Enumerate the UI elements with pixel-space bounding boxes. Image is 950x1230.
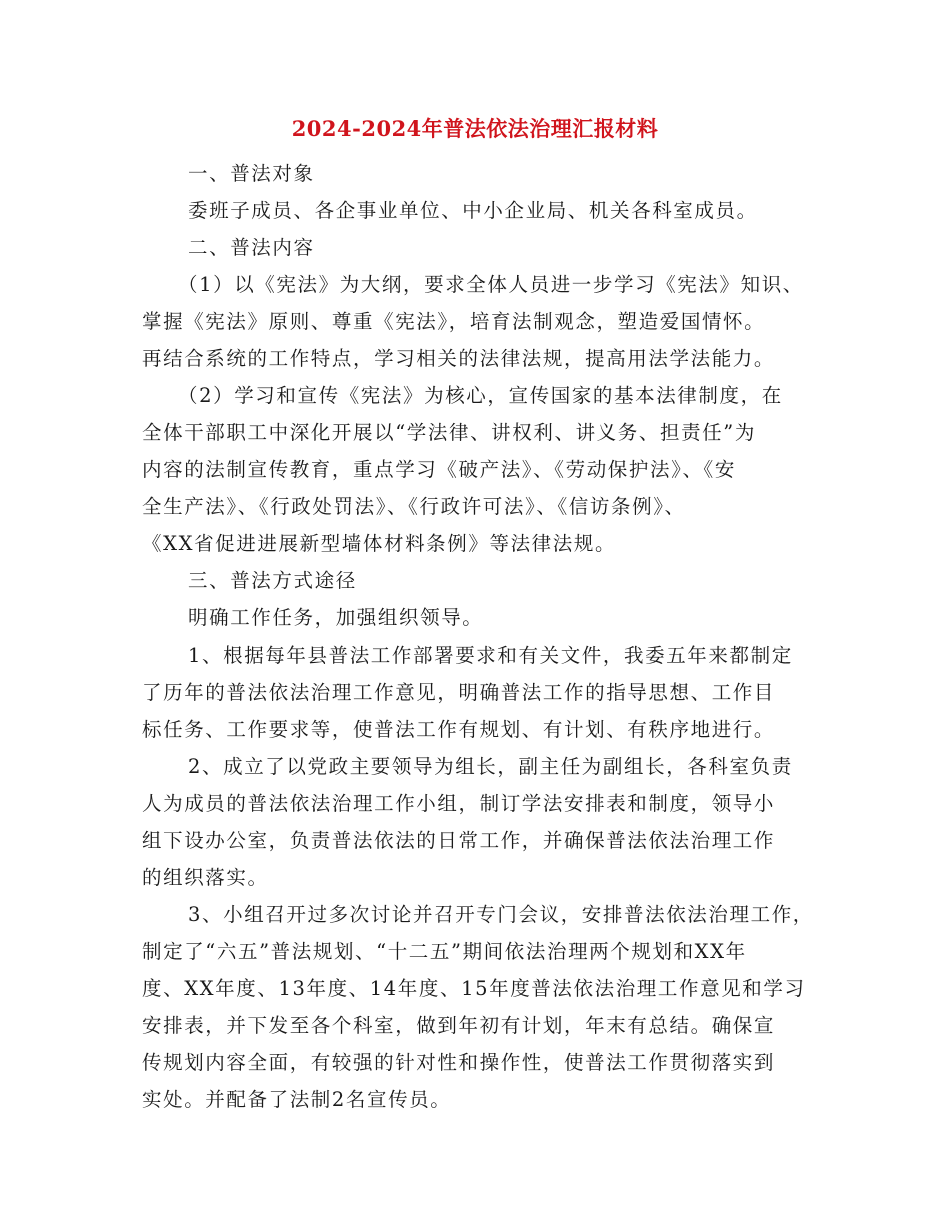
paragraph-line: 委班子成员、各企事业单位、中小企业局、机关各科室成员。 (188, 199, 758, 222)
paragraph-line: 了历年的普法依法治理工作意见，明确普法工作的指导思想、工作目 (142, 681, 776, 704)
paragraph-line: 安排表，并下发至各个科室，做到年初有计划，年末有总结。确保宣 (142, 1014, 776, 1037)
paragraph-line: （2）学习和宣传《宪法》为核心，宣传国家的基本法律制度，在 (178, 384, 783, 407)
paragraph-line: 明确工作任务，加强组织领导。 (188, 606, 484, 629)
paragraph-line: 全体干部职工中深化开展以“学法律、讲权利、讲义务、担责任”为 (142, 421, 756, 444)
paragraph-line: 制定了“六五”普法规划、“十二五”期间依法治理两个规划和XX年 (142, 940, 747, 963)
paragraph-line: 掌握《宪法》原则、尊重《宪法》，培育法制观念，塑造爱国情怀。 (142, 310, 766, 333)
paragraph-line: 3、小组召开过多次讨论并召开专门会议，安排普法依法治理工作， (188, 903, 814, 926)
paragraph-line: 组下设办公室，负责普法依法的日常工作，并确保普法依法治理工作 (142, 829, 776, 852)
section-heading-2: 二、普法内容 (188, 236, 315, 259)
paragraph-line: （1）以《宪法》为大纲，要求全体人员进一步学习《宪法》知识、 (178, 273, 804, 296)
paragraph-line: 2、成立了以党政主要领导为组长，副主任为副组长，各科室负责 (188, 755, 793, 778)
paragraph-line: 内容的法制宣传教育，重点学习《破产法》、《劳动保护法》、《安 (142, 458, 737, 481)
document-title: 2024-2024年普法依法治理汇报材料 (291, 116, 659, 141)
paragraph-line: 传规划内容全面，有较强的针对性和操作性，使普法工作贯彻落实到 (142, 1051, 776, 1074)
paragraph-line: 再结合系统的工作特点，学习相关的法律法规，提高用法学法能力。 (142, 347, 776, 370)
paragraph-line: 标任务、工作要求等，使普法工作有规划、有计划、有秩序地进行。 (142, 718, 776, 741)
section-heading-3: 三、普法方式途径 (188, 569, 357, 592)
paragraph-line: 度、XX年度、13年度、14年度、15年度普法依法治理工作意见和学习 (142, 977, 806, 1000)
paragraph-line: 全生产法》、《行政处罚法》、《行政许可法》、《信访条例》、 (142, 495, 686, 518)
section-heading-1: 一、普法对象 (188, 162, 315, 185)
paragraph-line: 的组织落实。 (142, 866, 269, 889)
paragraph-line: 人为成员的普法依法治理工作小组，制订学法安排表和制度，领导小 (142, 792, 776, 815)
paragraph-line: 实处。并配备了法制2名宣传员。 (142, 1088, 452, 1111)
paragraph-line: 《XX省促进进展新型墙体材料条例》等法律法规。 (142, 532, 617, 555)
paragraph-line: 1、根据每年县普法工作部署要求和有关文件，我委五年来都制定 (188, 644, 793, 667)
